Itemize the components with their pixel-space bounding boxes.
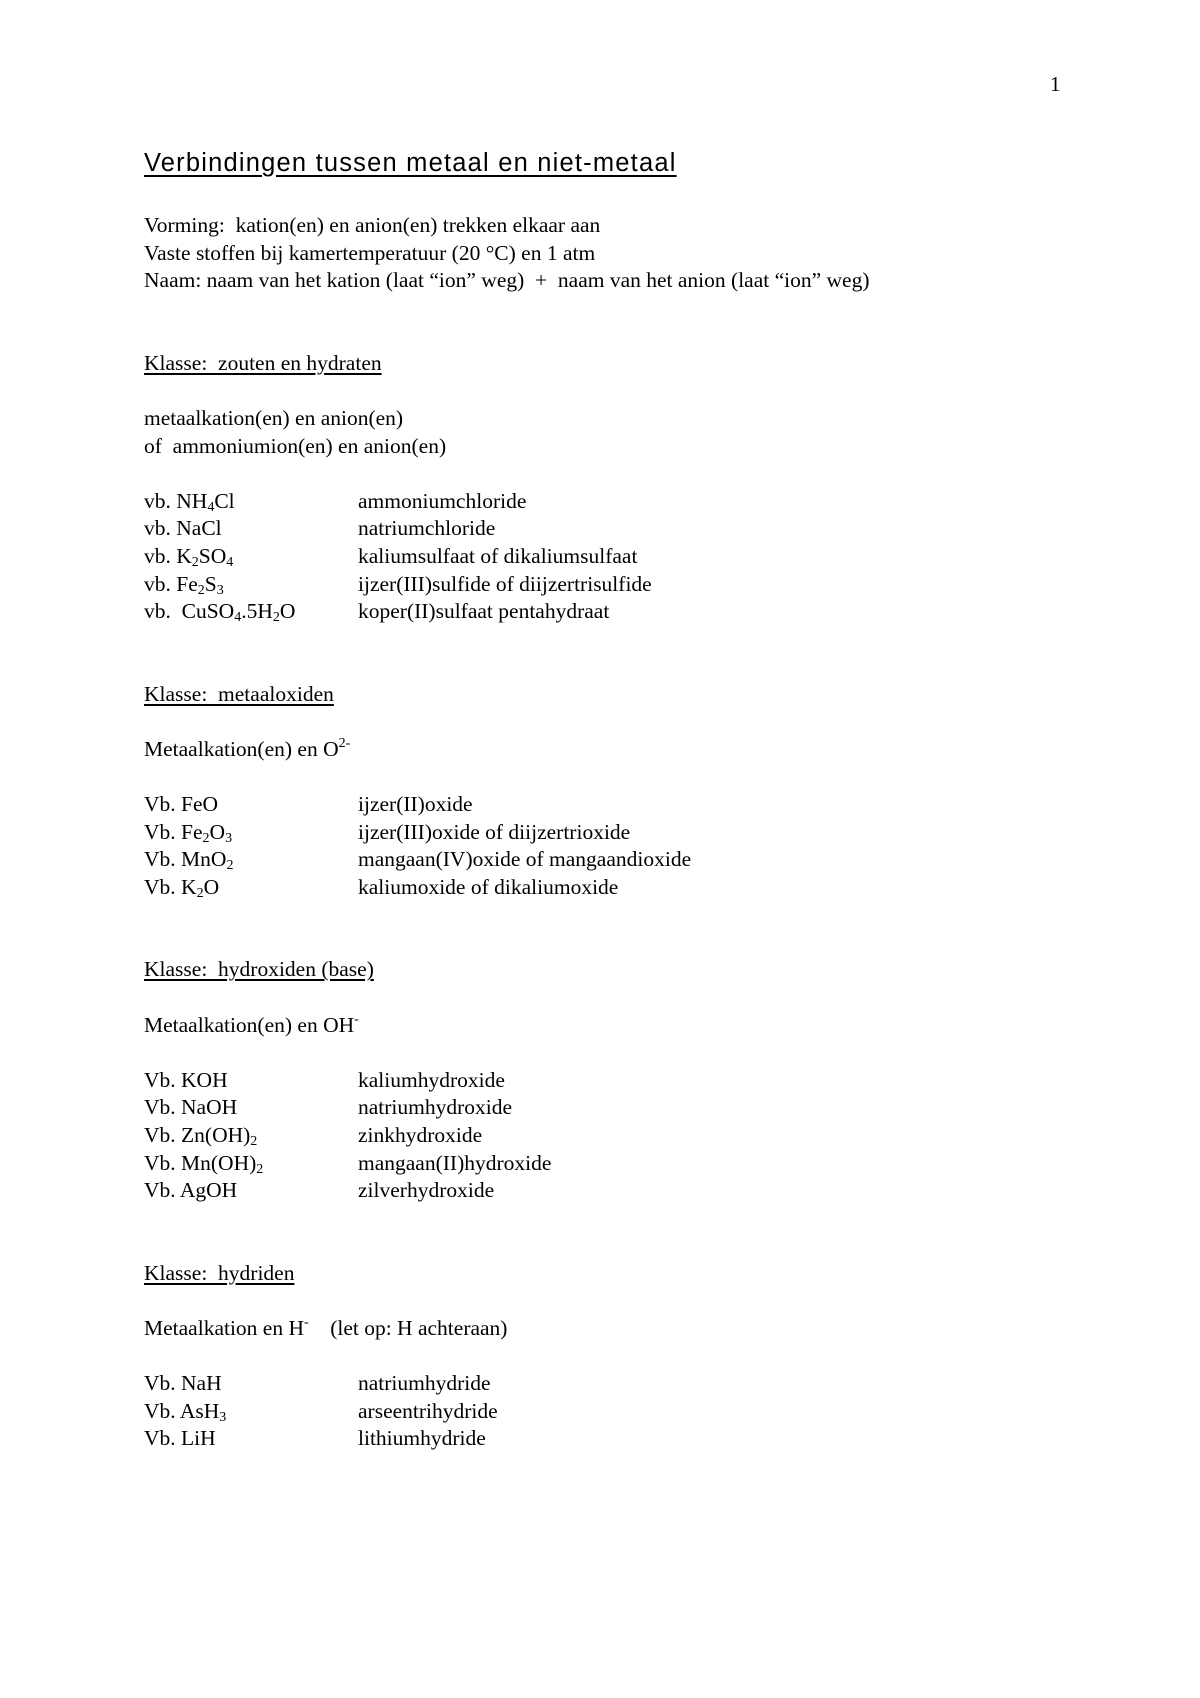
example-formula [144,846,358,874]
formula-subscript: 2 [250,1134,258,1150]
example-formula [144,598,358,626]
example-formula [144,874,358,902]
spacer [144,764,1144,792]
description-text: Metaalkation en H [144,1316,305,1340]
formula-subscript: 4 [234,610,242,626]
example-name: kaliumoxide of dikaliumoxide [358,874,619,899]
example-row [144,1398,1144,1426]
description-superscript: - [354,1011,359,1027]
formula-subscript: 4 [207,499,215,515]
formula-subscript: 2 [202,830,210,846]
formula-subscript: 3 [219,1409,227,1425]
formula-text: NaOH [181,1095,238,1120]
example-row [144,543,1144,571]
section-description [144,736,1144,764]
spacer [144,984,1144,1012]
formula-text: AsH [179,1398,220,1423]
section-spacer [144,1205,1144,1260]
formula-text: Fe [176,571,198,596]
description-text: Metaalkation(en) en OH [144,1012,355,1037]
formula-text: NH [176,488,208,513]
example-prefix: Vb. [144,1123,182,1148]
formula-subscript: 2 [226,858,234,874]
example-formula [144,1398,358,1426]
example-prefix: Vb. [144,847,182,872]
spacer [144,708,1144,736]
formula-text: S [204,571,217,596]
example-formula [144,1425,358,1453]
document-title: Verbindingen tussen metaal en niet-metaal [144,149,677,177]
formula-text: CuSO [181,599,235,624]
example-name: lithiumhydride [358,1426,486,1451]
formula-text: K [176,543,192,568]
example-prefix: Vb. [144,1150,182,1175]
example-name: kaliumhydroxide [358,1067,505,1092]
example-row [144,488,1144,516]
section-description [144,1012,1144,1040]
formula-text: Zn(OH) [181,1123,251,1148]
description-text: (let op: H achteraan) [308,1316,508,1340]
example-prefix: vb. [144,599,182,624]
example-row [144,598,1144,626]
example-row [144,1067,1144,1095]
intro-line: Vorming: kation(en) en anion(en) trekken elkaar aan [144,213,601,237]
example-row [144,515,1144,543]
formula-text: SO [198,543,227,568]
formula-text: O [209,819,226,844]
example-row [144,874,1144,902]
example-formula [144,571,358,599]
example-prefix: Vb. [144,792,182,817]
formula-text: O [279,599,296,624]
formula-text: LiH [181,1426,216,1451]
example-prefix: vb. [144,571,177,596]
section [144,956,1144,1204]
section-spacer [144,626,1144,681]
example-prefix: Vb. [144,819,182,844]
example-name: ijzer(III)sulfide of diijzertrisulfide [358,571,652,596]
example-formula [144,1150,358,1178]
example-row [144,1425,1144,1453]
example-prefix: Vb. [144,1371,182,1396]
example-name: ijzer(II)oxide [358,792,473,817]
section-spacer [144,295,1144,350]
formula-text: FeO [181,792,219,817]
example-name: zilverhydroxide [358,1178,495,1203]
formula-text: O [203,874,220,899]
section-description: metaalkation(en) en anion(en) [144,405,404,430]
section-heading: Klasse: hydroxiden (base) [144,957,374,982]
formula-subscript: 2 [191,554,199,570]
example-formula [144,819,358,847]
example-prefix: Vb. [144,1067,182,1092]
example-formula [144,1094,358,1122]
example-name: ammoniumchloride [358,488,527,513]
example-row [144,1370,1144,1398]
sections-container [144,295,1144,1453]
example-formula [144,1067,358,1095]
example-formula [144,1177,358,1205]
example-formula [144,515,358,543]
example-row [144,819,1144,847]
page-number: 1 [1050,72,1061,96]
spacer [144,1343,1144,1371]
formula-subscript: 2 [256,1161,264,1177]
intro-line: Vaste stoffen bij kamertemperatuur (20 °C) en 1 atm [144,240,596,265]
example-row [144,846,1144,874]
formula-text: K [181,874,197,899]
section-description [144,1315,1144,1343]
example-name: arseentrihydride [358,1398,498,1423]
section-heading: Klasse: zouten en hydraten [144,350,382,375]
formula-subscript: 2 [272,610,280,626]
formula-text: Mn(OH) [181,1150,257,1175]
intro-block [144,212,1144,295]
example-prefix: vb. [144,488,177,513]
spacer [144,377,1144,405]
spacer [144,1039,1144,1067]
example-prefix: Vb. [144,1426,182,1451]
example-prefix: Vb. [144,874,182,899]
spacer [144,460,1144,488]
example-row [144,791,1144,819]
section-heading: Klasse: hydriden [144,1260,295,1285]
example-name: natriumchloride [358,516,496,541]
description-text: Metaalkation(en) en O [144,736,339,761]
formula-subscript: 2 [196,885,204,901]
example-name: kaliumsulfaat of dikaliumsulfaat [358,543,638,568]
formula-text: NaH [181,1371,222,1396]
example-row [144,1122,1144,1150]
example-row [144,1177,1144,1205]
example-prefix: Vb. [144,1178,180,1203]
example-formula [144,488,358,516]
example-name: koper(II)sulfaat pentahydraat [358,599,610,624]
intro-line: Naam: naam van het kation (laat “ion” weg) + naam van het anion (laat “ion” weg) [144,268,870,293]
example-name: mangaan(II)hydroxide [358,1150,552,1175]
section [144,681,1144,902]
example-formula [144,1370,358,1398]
example-name: natriumhydroxide [358,1095,513,1120]
description-superscript: - [304,1315,309,1330]
example-name: natriumhydride [358,1371,491,1396]
formula-text: NaCl [176,516,222,541]
example-row [144,1094,1144,1122]
formula-text: Fe [181,819,203,844]
formula-subscript: 2 [197,582,205,598]
formula-text: AgOH [179,1178,238,1203]
document-body [144,146,1144,1453]
section-spacer [144,901,1144,956]
formula-text: KOH [181,1067,228,1092]
example-formula [144,791,358,819]
example-prefix: Vb. [144,1095,182,1120]
example-prefix: Vb. [144,1398,180,1423]
example-formula [144,543,358,571]
formula-subscript: 3 [216,582,224,598]
section-heading: Klasse: metaaloxiden [144,681,334,706]
spacer [144,1287,1144,1315]
example-name: ijzer(III)oxide of diijzertrioxide [358,819,631,844]
formula-subscript: 4 [226,554,234,570]
formula-subscript: 3 [225,830,233,846]
formula-text: MnO [181,847,227,872]
section [144,350,1144,626]
description-superscript: 2- [338,735,351,751]
example-name: mangaan(IV)oxide of mangaandioxide [358,847,692,872]
example-prefix: vb. [144,543,177,568]
formula-text: Cl [214,488,235,513]
example-row [144,571,1144,599]
example-prefix: vb. [144,516,177,541]
section-description: of ammoniumion(en) en anion(en) [144,433,447,458]
section [144,1260,1144,1453]
example-formula [144,1122,358,1150]
formula-text: .5H [241,599,273,624]
example-name: zinkhydroxide [358,1123,483,1148]
example-row [144,1150,1144,1178]
